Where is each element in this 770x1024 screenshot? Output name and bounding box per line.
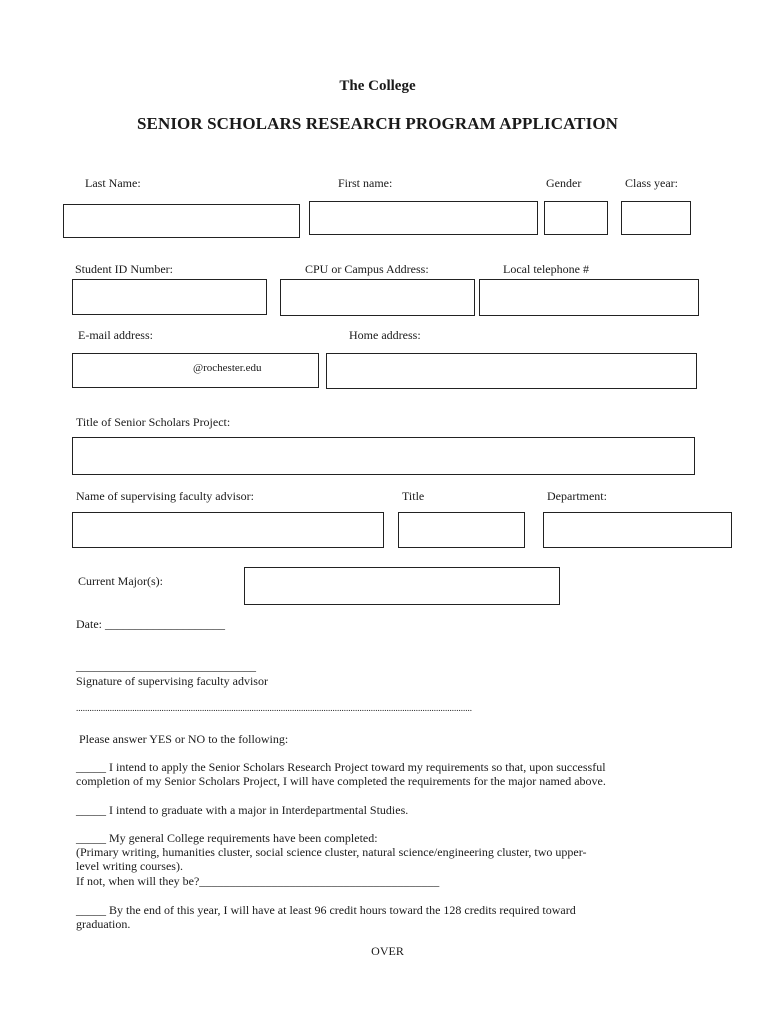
cpu-address-label: CPU or Campus Address: [305,262,429,276]
email-domain-suffix: @rochester.edu [193,362,262,374]
department-label: Department: [547,489,607,503]
question-1-line-2: completion of my Senior Scholars Project, I will have completed the requirements for the major named above. [76,774,606,788]
email-field[interactable] [72,353,319,388]
class-year-field[interactable] [621,201,691,235]
gender-field[interactable] [544,201,608,235]
project-title-label: Title of Senior Scholars Project: [76,415,231,429]
first-name-field[interactable] [309,201,538,235]
date-line[interactable]: Date: ____________________ [76,617,225,631]
last-name-label: Last Name: [85,176,141,190]
question-4-line-2: graduation. [76,917,131,931]
advisor-name-label: Name of supervising faculty advisor: [76,489,254,503]
student-id-field[interactable] [72,279,267,315]
questions-intro: Please answer YES or NO to the following: [79,732,289,746]
gender-label: Gender [546,176,582,190]
signature-line[interactable]: ______________________________ [76,659,256,673]
advisor-title-label: Title [402,489,425,503]
question-2: _____ I intend to graduate with a major in Interdepartmental Studies. [76,803,409,817]
advisor-title-field[interactable] [398,512,525,548]
form-title: SENIOR SCHOLARS RESEARCH PROGRAM APPLICATION [136,114,619,133]
question-3-line-1: _____ My general College requirements have been completed: [76,831,378,845]
advisor-name-field[interactable] [72,512,384,548]
last-name-field[interactable] [63,204,300,238]
current-major-field[interactable] [244,567,560,605]
institution-name: The College [339,78,416,94]
question-3-line-3: level writing courses). [76,859,183,873]
question-3-line-4: If not, when will they be?________________________________________ [76,874,440,888]
local-phone-label: Local telephone # [503,262,589,276]
question-1-line-1: _____ I intend to apply the Senior Scholars Research Project toward my requirements so that, upon successful [76,760,606,774]
project-title-field[interactable] [72,437,695,475]
current-major-label: Current Major(s): [78,574,163,588]
home-address-label: Home address: [349,328,421,342]
student-id-label: Student ID Number: [75,262,173,276]
signature-caption: Signature of supervising faculty advisor [76,674,268,688]
home-address-field[interactable] [326,353,697,389]
first-name-label: First name: [338,176,393,190]
dotted-separator: ................................................................................................................................................................................ [76,703,472,713]
over-footer: OVER [371,944,404,958]
local-phone-field[interactable] [479,279,699,316]
class-year-label: Class year: [625,176,678,190]
email-label: E-mail address: [78,328,153,342]
question-3-line-2: (Primary writing, humanities cluster, social science cluster, natural science/engineering cluster, two upper- [76,845,587,859]
department-field[interactable] [543,512,732,548]
question-4-line-1: _____ By the end of this year, I will have at least 96 credit hours toward the 128 credits required toward [76,903,576,917]
cpu-address-field[interactable] [280,279,475,316]
